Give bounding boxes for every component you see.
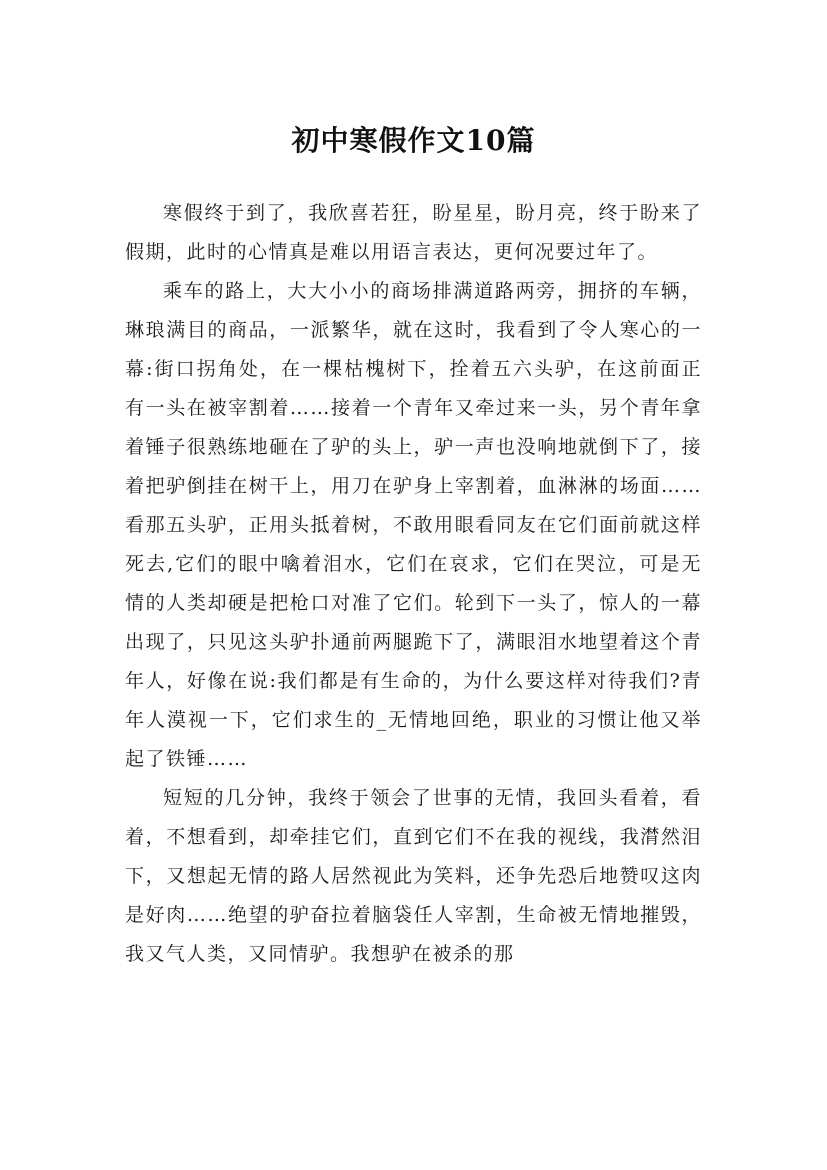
paragraph-3: 短短的几分钟，我终于领会了世事的无情，我回头看着，看着，不想看到，却牵挂它们，直到它们不在我的视线，我潸然泪下，又想起无情的路人居然视此为笑料，还争先恐后地赞叹这肉是好肉……绝望的驴奋拉着脑袋任人宰割，生命被无情地摧毁，我又气人类，又同情驴。我想驴在被杀的那 <box>125 787 702 965</box>
paragraph-2: 乘车的路上，大大小小的商场排满道路两旁，拥挤的车辆，琳琅满目的商品，一派繁华，就在这时，我看到了令人寒心的一幕:街口拐角处，在一棵枯槐树下，拴着五六头驴，在这前面正有一头在被宰割着……接着一个青年又牵过来一头，另个青年拿着锤子很熟练地砸在了驴的头上，驴一声也没响地就倒下了，接着把驴倒挂在树干上，用刀在驴身上宰割着，血淋淋的场面……看那五头驴，正用头抵着树，不敢用眼看同友在它们面前就这样死去,它们的眼中噙着泪水，它们在哀求，它们在哭泣，可是无情的人类却硬是把枪口对准了它们。轮到下一头了，惊人的一幕出现了，只见这头驴扑通前两腿跪下了，满眼泪水地望着这个青年人，好像在说:我们都是有生命的，为什么要这样对待我们?青年人漠视一下，它们求生的_无情地回绝，职业的习惯让他又举起了铁锤…… <box>125 280 702 770</box>
document-title: 初中寒假作文10篇 <box>291 123 536 157</box>
document-body <box>125 194 702 974</box>
paragraph-1: 寒假终于到了，我欣喜若狂，盼星星，盼月亮，终于盼来了假期，此时的心情真是难以用语言表达，更何况要过年了。 <box>125 202 702 263</box>
